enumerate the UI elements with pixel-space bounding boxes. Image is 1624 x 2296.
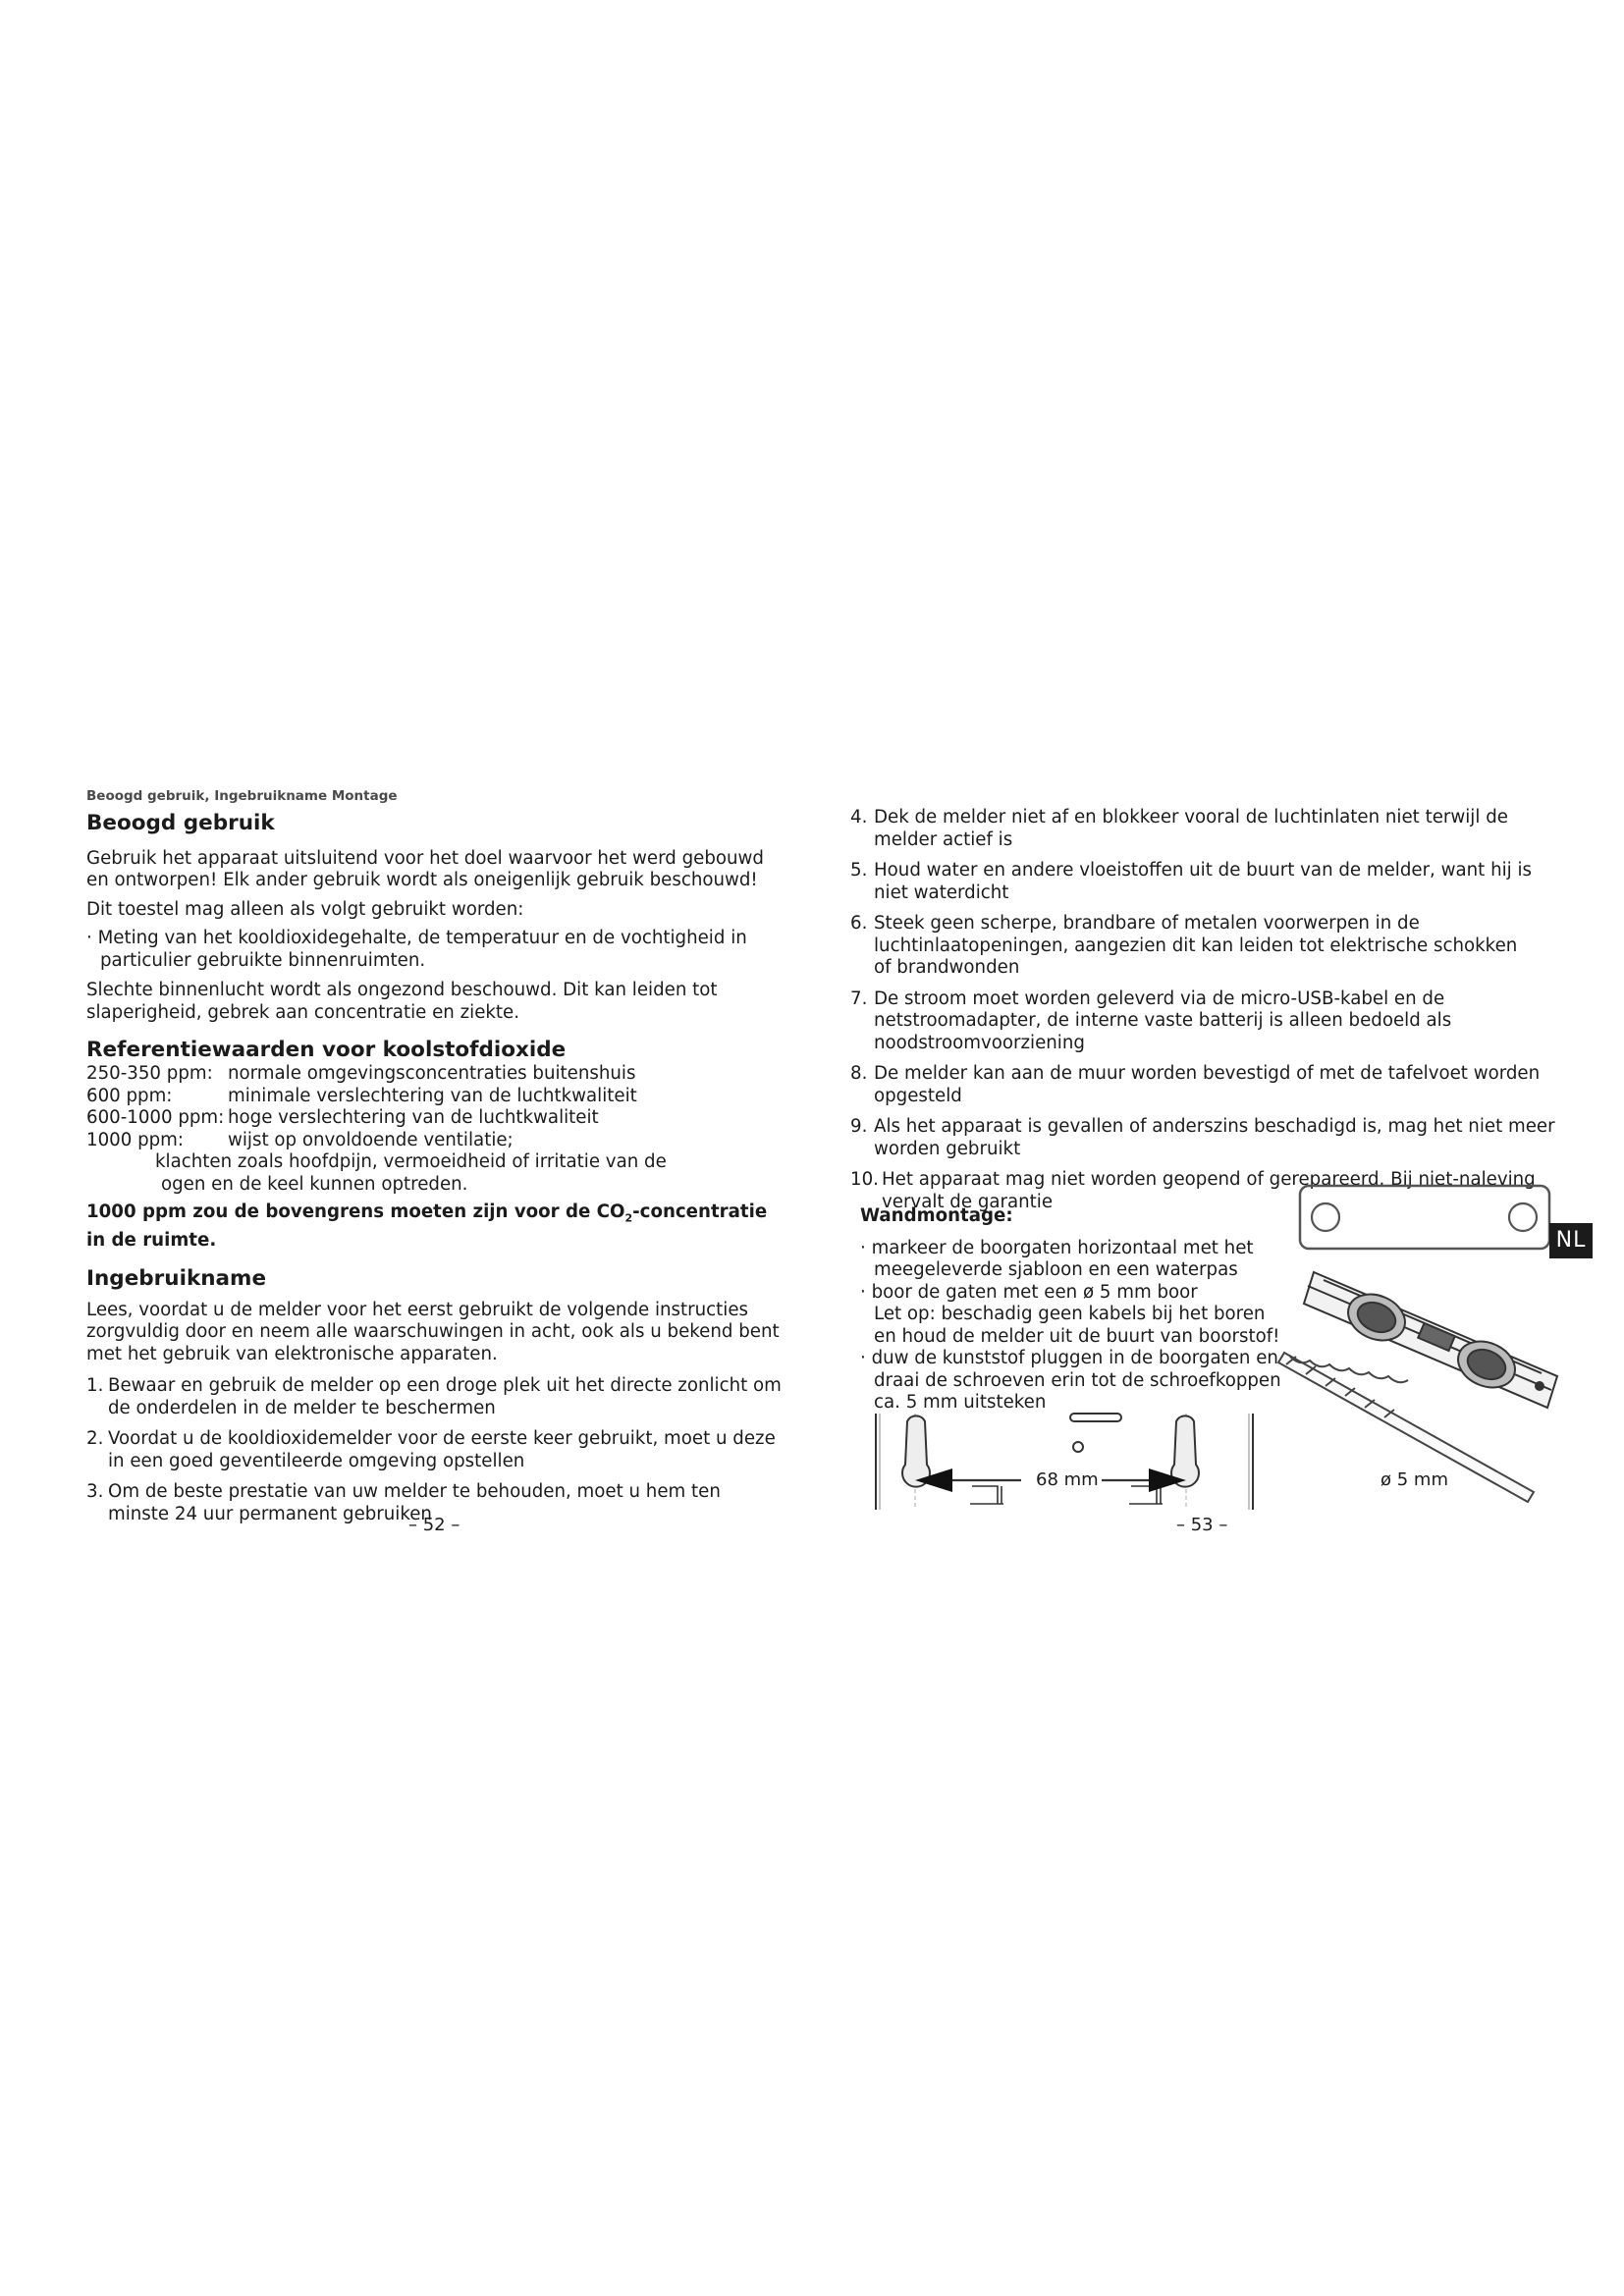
drilling-template-figure [1296,1182,1555,1256]
paragraph: Slechte binnenlucht wordt als ongezond beschouwd. Dit kan leiden tot slaperigheid, gebrek aan concentratie en ziekte. [86,980,718,1023]
list-item [850,807,1562,851]
list-text: De melder kan aan de muur worden bevestigd of met de tafelvoet worden opgesteld [874,1063,1541,1106]
list-text: De stroom moet worden geleverd via de micro-USB-kabel en de netstroomadapter, de interne vaste batterij is alleen bedoeld als noodstroomvoorziening [874,988,1452,1053]
list-number: 10. [850,1169,879,1190]
list-text: Om de beste prestatie van uw melder te behouden, moet u hem ten minste 24 uur permanent gebruiken [108,1481,721,1524]
list-number: 3. [86,1481,104,1503]
reference-value: hoge verslechtering van de luchtkwaliteit [228,1107,599,1128]
wall-mount-title: Wandmontage: [860,1205,1013,1226]
list-item [850,913,1562,980]
bullet-item: · boor de gaten met een ø 5 mm boor Let op: beschadig geen kabels bij het boren en houd de melder uit de buurt van boorstof! [860,1281,1280,1347]
co2-subscript: 2 [624,1211,633,1225]
bullet-item: · duw de kunststof pluggen in de boorgaten en draai de schroeven erin tot de schroefkoppen ca. 5 mm uitsteken [860,1348,1281,1413]
language-tab: NL [1549,1223,1593,1258]
bullet-item: · markeer de boorgaten horizontaal met het meegeleverde sjabloon en een waterpas [860,1237,1254,1280]
reference-key: 600-1000 ppm: [86,1107,225,1128]
heading-ingebruikname: Ingebruikname [86,1265,267,1291]
reference-key: 1000 ppm: [86,1129,185,1150]
list-item [850,860,1562,904]
right-page [850,807,1562,1222]
drill-size-label: ø 5 mm [1380,1469,1448,1490]
heading-beoogd-gebruik: Beoogd gebruik [86,810,275,835]
list-number: 7. [850,988,868,1009]
co2-note-text: 1000 ppm zou de bovengrens moeten zijn voor de CO [86,1201,625,1222]
reference-continuation: ogen en de keel kunnen optreden. [161,1173,468,1195]
list-number: 4. [850,807,868,828]
reference-row [86,1063,785,1086]
reference-value: minimale verslechtering van de luchtkwaliteit [228,1085,637,1106]
list-number: 9. [850,1116,868,1137]
reference-table [86,1063,785,1196]
left-page [86,785,785,1534]
reference-continuation: klachten zoals hoofdpijn, vermoeidheid of irritatie van de [155,1151,667,1172]
paragraph: Dit toestel mag alleen als volgt gebruikt worden: [86,898,524,920]
reference-key: 250-350 ppm: [86,1063,213,1084]
list-text: Steek geen scherpe, brandbare of metalen voorwerpen in de luchtinlaatopeningen, aangezien dit kan leiden tot elektrische schokken of brandwonden [874,913,1518,978]
list-text: Houd water en andere vloeistoffen uit de buurt van de melder, want hij is niet waterdicht [874,860,1533,903]
reference-key: 600 ppm: [86,1085,173,1106]
list-number: 5. [850,860,868,881]
list-text: Voordat u de kooldioxidemelder voor de eerste keer gebruikt, moet u deze in een goed geventileerde omgeving opstellen [108,1428,776,1471]
co2-note [86,1201,785,1253]
reference-value: wijst op onvoldoende ventilatie; [228,1129,514,1150]
list-text: Als het apparaat is gevallen of anderszins beschadigd is, mag het niet meer worden gebruikt [874,1116,1555,1159]
page-number-left: – 52 – [408,1515,460,1535]
list-number: 2. [86,1428,104,1450]
mounting-distance-diagram [864,1404,1257,1512]
list-item [86,1375,785,1419]
reference-row [86,1086,785,1108]
co2-note-text: -concentratie in de ruimte. [86,1201,768,1252]
list-text: Dek de melder niet af en blokkeer vooral de luchtinlaten niet terwijl de melder actief is [874,807,1508,850]
page-number-right: – 53 – [1176,1515,1228,1535]
bullet-item: · Meting van het kooldioxidegehalte, de temperatuur en de vochtigheid in particulier gebruikte binnenruimten. [86,928,747,971]
reference-value: normale omgevingsconcentraties buitenshuis [228,1063,636,1084]
running-head: Beoogd gebruik, Ingebruikname Montage [86,788,398,804]
list-number: 8. [850,1063,868,1084]
list-number: 6. [850,913,868,934]
list-number: 1. [86,1375,104,1397]
distance-label: 68 mm [1033,1469,1102,1490]
heading-referentiewaarden: Referentiewaarden voor koolstofdioxide [86,1038,567,1062]
list-item [86,1428,785,1472]
reference-row [86,1130,785,1152]
wall-mount-section [860,1205,1282,1415]
reference-row [86,1107,785,1130]
paragraph: Lees, voordat u de melder voor het eerst gebruikt de volgende instructies zorgvuldig door en neem alle waarschuwingen in acht, ook als u bekend bent met het gebruik van elektronische apparaten. [86,1299,780,1364]
list-text: Bewaar en gebruik de melder op een droge plek uit het directe zonlicht om de onderdelen in de melder te beschermen [108,1375,782,1418]
list-item [850,988,1562,1055]
list-item [850,1063,1562,1107]
list-item [850,1116,1562,1160]
list-text: Het apparaat mag niet worden geopend of gerepareerd. Bij niet-naleving vervalt de garantie [882,1169,1536,1212]
paragraph: Gebruik het apparaat uitsluitend voor het doel waarvoor het werd gebouwd en ontworpen! Elk ander gebruik wordt als oneigenlijk gebruik beschouwd! [86,847,764,890]
